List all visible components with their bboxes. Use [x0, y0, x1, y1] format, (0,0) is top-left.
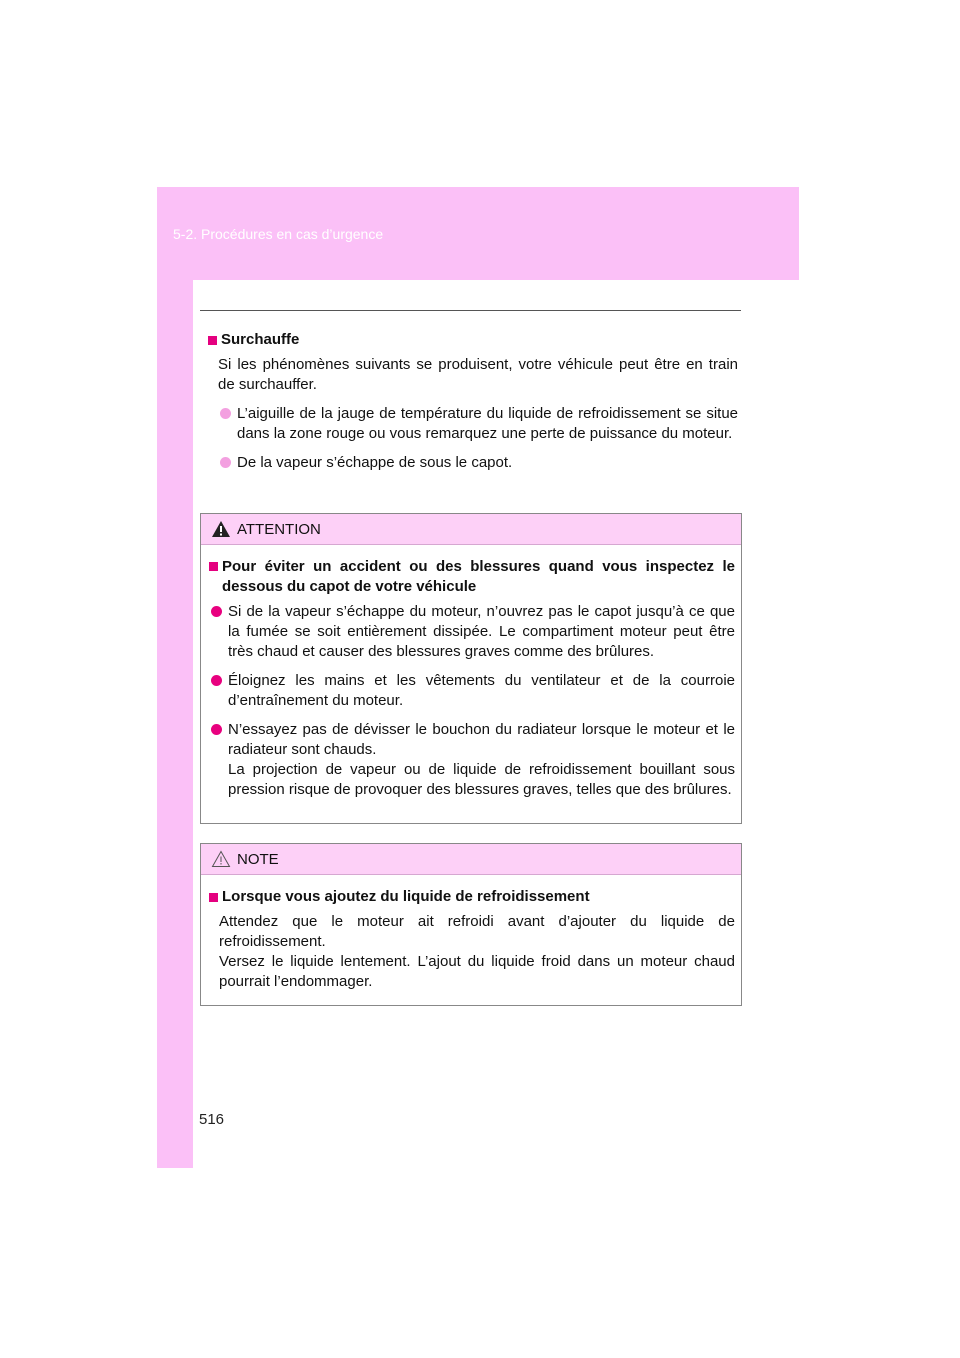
round-bullet-icon	[211, 675, 222, 686]
note-para: Versez le liquide lentement. L’ajout du liquide froid dans un moteur chaud pourrait l’endommager.	[219, 953, 735, 990]
note-title: NOTE	[237, 850, 279, 868]
attention-title-bar	[201, 514, 741, 545]
attention-bullet: Si de la vapeur s’échappe du moteur, n’ouvrez pas le capot jusqu’à ce que la fumée se soit entièrement dissipée. Le compartiment moteur peut être très chaud et causer des blessures graves comme des brûlures.	[211, 602, 735, 662]
note-box	[200, 843, 742, 1006]
round-bullet-icon	[211, 606, 222, 617]
top-rule	[200, 310, 741, 311]
section-header: 5-2. Procédures en cas d’urgence	[173, 226, 384, 242]
round-bullet-icon	[220, 408, 231, 419]
overheat-bullet: L’aiguille de la jauge de température du liquide de refroidissement se situe dans la zone rouge ou vous remarquez une perte de puissance du moteur.	[220, 404, 738, 444]
note-title-bar	[201, 844, 741, 875]
side-band	[157, 280, 193, 1168]
note-heading: Lorsque vous ajoutez du liquide de refroidissement	[209, 887, 735, 907]
attention-heading: Pour éviter un accident ou des blessures quand vous inspectez le dessous du capot de votre véhicule	[209, 557, 735, 597]
attention-title: ATTENTION	[237, 520, 321, 538]
note-para: Attendez que le moteur ait refroidi avant d’ajouter du liquide de refroidissement.	[219, 913, 735, 950]
attention-body	[201, 545, 741, 819]
note-body	[201, 875, 741, 1011]
overheat-intro: Si les phénomènes suivants se produisent, votre véhicule peut être en train de surchauffer.	[218, 356, 738, 393]
page-number: 516	[199, 1111, 225, 1128]
round-bullet-icon	[220, 457, 231, 468]
square-bullet-icon	[209, 562, 218, 571]
attention-bullet: N’essayez pas de dévisser le bouchon du radiateur lorsque le moteur et le radiateur sont chauds. La projection de vapeur ou de liquide de refroidissement bouillant sous pression risque de provoquer des blessures graves, telles que des brûlures.	[211, 720, 735, 800]
overheat-bullet: De la vapeur s’échappe de sous le capot.	[220, 453, 738, 473]
caution-outline-icon	[211, 850, 231, 868]
round-bullet-icon	[211, 724, 222, 735]
warning-icon	[211, 520, 231, 538]
overheat-heading: Surchauffe	[208, 330, 738, 350]
square-bullet-icon	[209, 893, 218, 902]
square-bullet-icon	[208, 336, 217, 345]
attention-box	[200, 513, 742, 824]
overheat-section	[208, 330, 738, 482]
attention-bullet: Éloignez les mains et les vêtements du ventilateur et de la courroie d’entraînement du moteur.	[211, 671, 735, 711]
